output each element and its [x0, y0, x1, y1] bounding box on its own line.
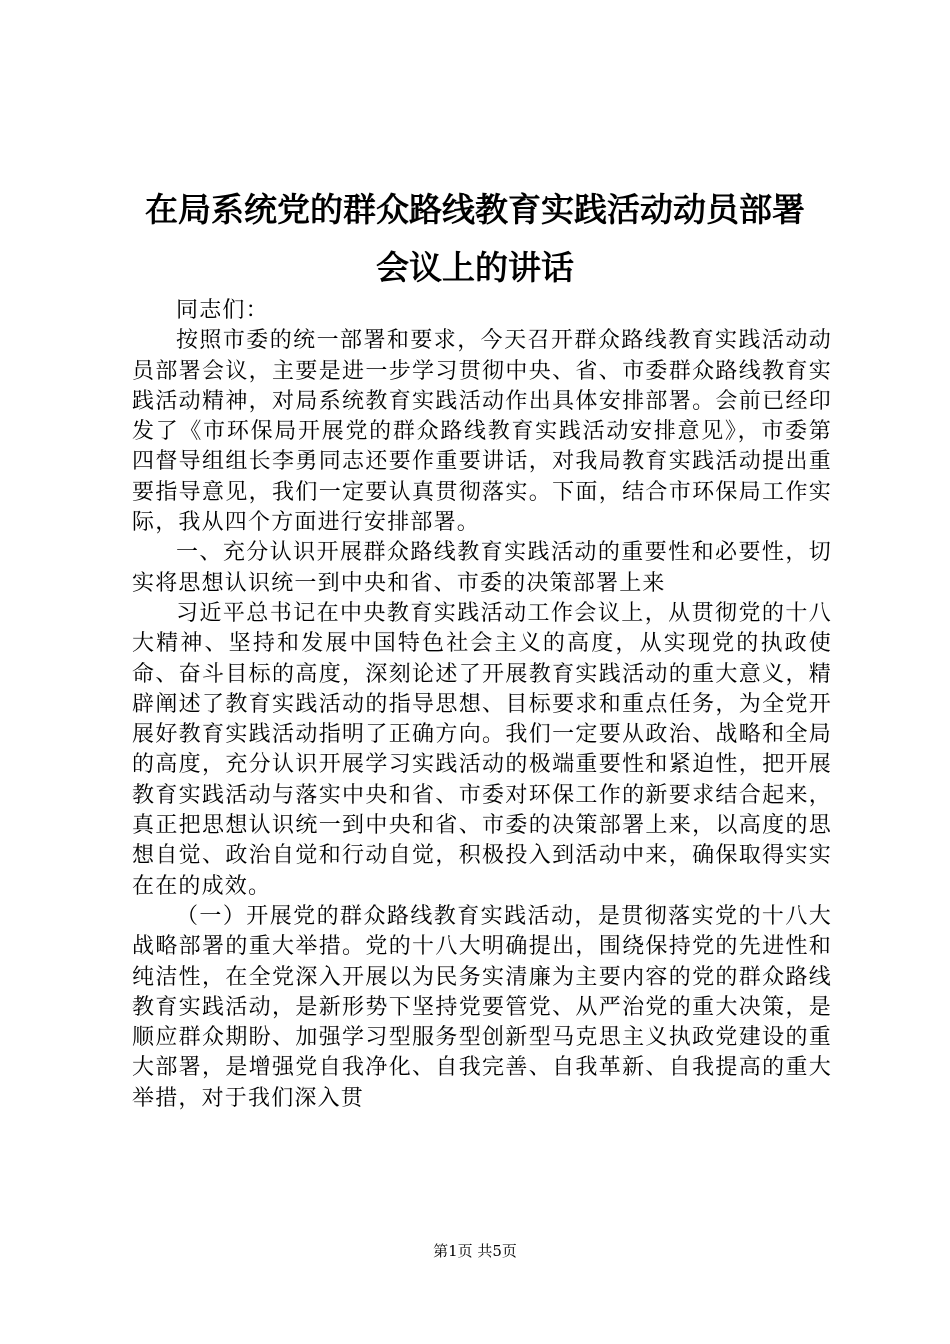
paragraph: 习近平总书记在中央教育实践活动工作会议上，从贯彻党的十八大精神、坚持和发展中国特色社会主义的高度，从实现党的执政使命、奋斗目标的高度，深刻论述了开展教育实践活动的重大意义，精辟阐述了教育实践活动的指导思想、目标要求和重点任务，为全党开展好教育实践活动指明了正确方向。我们一定要从政治、战略和全局的高度，充分认识开展学习实践活动的极端重要性和紧迫性，把开展教育实践活动与落实中央和省、市委对环保工作的新要求结合起来，真正把思想认识统一到中央和省、市委的决策部署上来，以高度的思想自觉、政治自觉和行动自觉，积极投入到活动中来，确保取得实实在在的成效。: [132, 600, 832, 899]
paragraph: （一）开展党的群众路线教育实践活动，是贯彻落实党的十八大战略部署的重大举措。党的十八大明确提出，围绕保持党的先进性和纯洁性，在全党深入开展以为民务实清廉为主要内容的党的群众路线教育实践活动，是新形势下坚持党要管党、从严治党的重大决策，是顺应群众期盼、加强学习型服务型创新型马克思主义执政党建设的重大部署，是增强党自我净化、自我完善、自我革新、自我提高的重大举措，对于我们深入贯: [132, 903, 832, 1111]
page-footer: 第1页 共5页: [433, 1242, 517, 1260]
document-title-line-1: 在局系统党的群众路线教育实践活动动员部署: [145, 190, 805, 229]
document-body: [132, 296, 832, 1114]
salutation: 同志们：: [176, 298, 269, 323]
section-heading: 一、充分认识开展群众路线教育实践活动的重要性和必要性，切实将思想认识统一到中央和省、市委的决策部署上来: [132, 540, 832, 596]
document-title-line-2: 会议上的讲话: [376, 248, 574, 287]
paragraph: 按照市委的统一部署和要求，今天召开群众路线教育实践活动动员部署会议，主要是进一步学习贯彻中央、省、市委群众路线教育实践活动精神，对局系统教育实践活动作出具体安排部署。会前已经印发了《市环保局开展党的群众路线教育实践活动安排意见》，市委第四督导组组长李勇同志还要作重要讲话，对我局教育实践活动提出重要指导意见，我们一定要认真贯彻落实。下面，结合市环保局工作实际，我从四个方面进行安排部署。: [132, 328, 832, 536]
